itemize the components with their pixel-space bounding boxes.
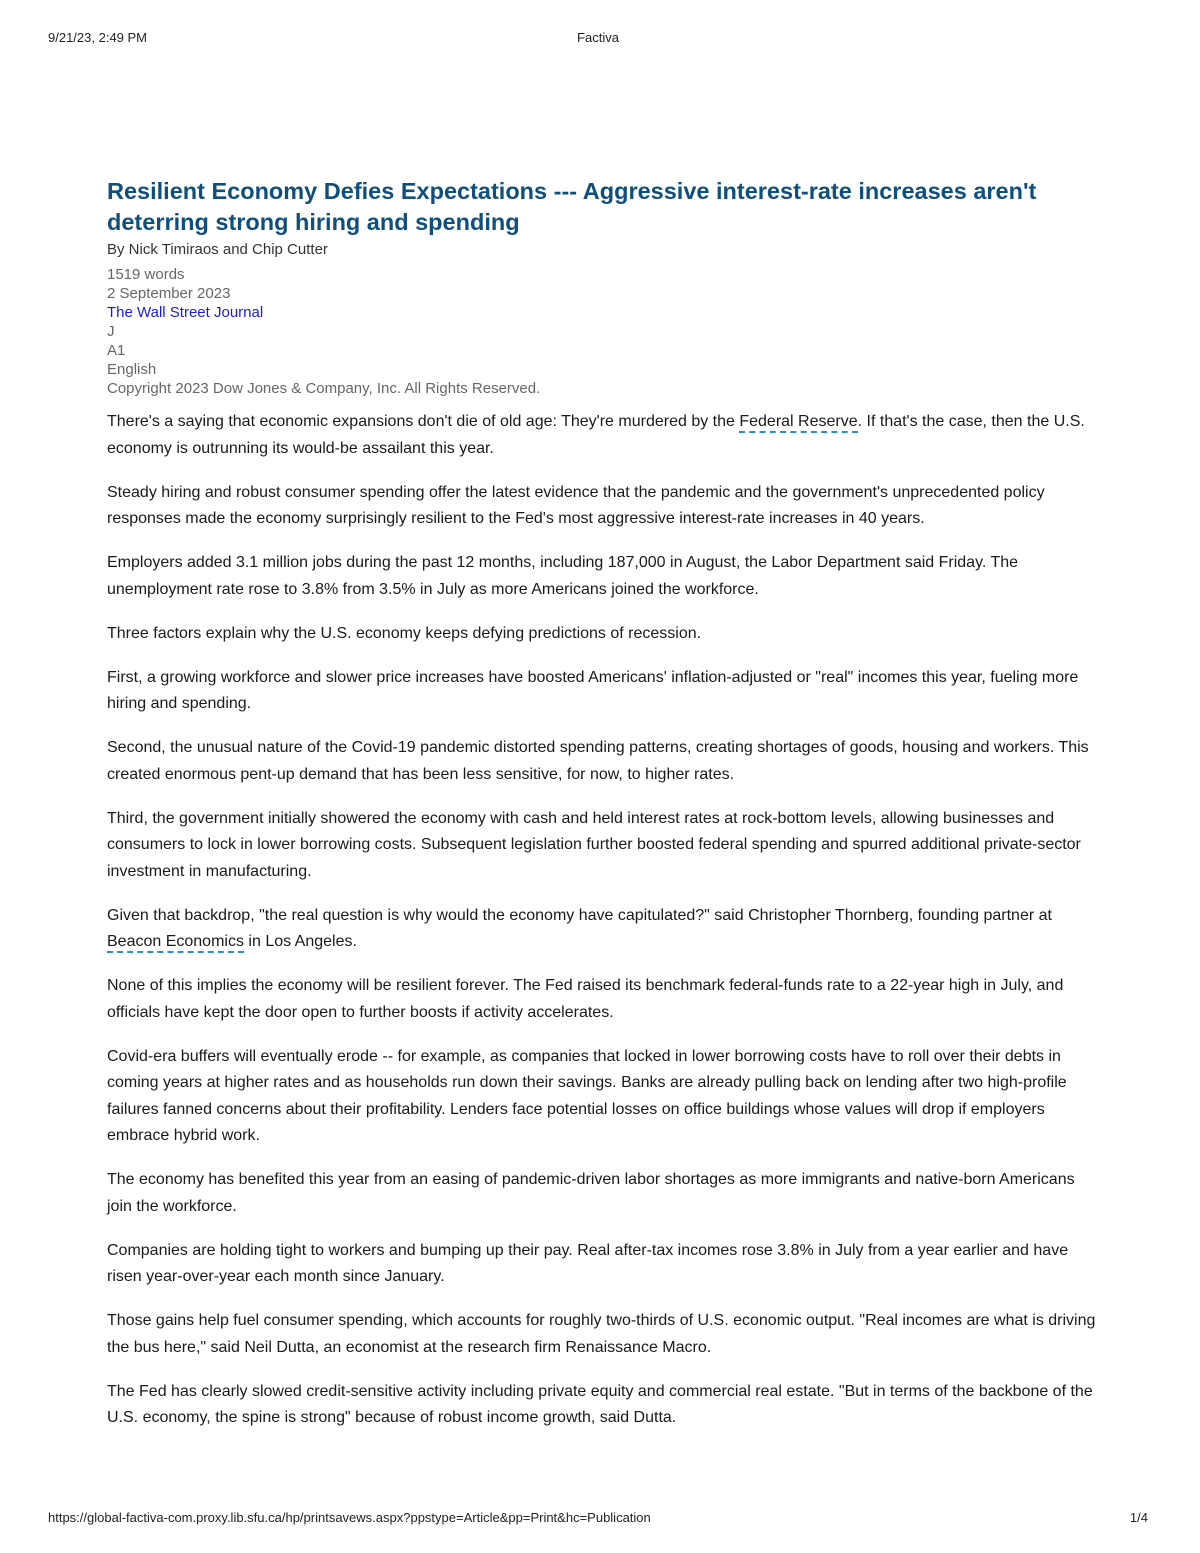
paragraph-text: There's a saying that economic expansions don't die of old age: They're murdered by the [107,413,740,430]
paragraph: First, a growing workforce and slower price increases have boosted Americans' inflation-adjusted or "real" incomes this year, fueling more hiring and spending. [107,668,1079,712]
word-count: 1519 words [107,266,185,283]
paragraph: Covid-era buffers will eventually erode -- for example, as companies that locked in lower borrowing costs have to roll over their debts in coming years at higher rates and as households run down their savings. Banks are already pulling back on lending after two high-profile failures fanned concerns about their profitability. Lenders face potential losses on office buildings whose values will drop if employers embrace hybrid work. [107,1047,1067,1144]
source-code: J [107,323,115,340]
paragraph: Companies are holding tight to workers and bumping up their pay. Real after-tax incomes rose 3.8% in July from a year earlier and have risen year-over-year each month since January. [107,1241,1069,1285]
paragraph: The Fed has clearly slowed credit-sensitive activity including private equity and commercial real estate. "But in terms of the backbone of the U.S. economy, the spine is strong" because of robust income growth, said Dutta. [107,1382,1093,1426]
paragraph: Those gains help fuel consumer spending, which accounts for roughly two-thirds of U.S. economic output. "Real incomes are what is driving the bus here," said Neil Dutta, an economist at the research firm Renaissance Macro. [107,1312,1096,1356]
print-date-time: 9/21/23, 2:49 PM [48,30,148,45]
copyright: Copyright 2023 Dow Jones & Company, Inc. All Rights Reserved. [107,380,541,397]
paragraph: Third, the government initially showered the economy with cash and held interest rates at rock-bottom levels, allowing businesses and consumers to lock in lower borrowing costs. Subsequent legislation further boosted federal spending and spurred additional private-sector investment in manufacturing. [107,809,1081,880]
entity-link-beacon-economics[interactable]: Beacon Economics [107,933,244,953]
source-link[interactable]: The Wall Street Journal [107,304,264,321]
print-footer [48,1510,1148,1528]
paragraph: Employers added 3.1 million jobs during the past 12 months, including 187,000 in August, the Labor Department said Friday. The unemployment rate rose to 3.8% from 3.5% in July as more Americans joined the workforce. [107,554,1019,598]
paragraph: Second, the unusual nature of the Covid-19 pandemic distorted spending patterns, creating shortages of goods, housing and workers. This created enormous pent-up demand that has been less sensitive, for now, to higher rates. [107,739,1089,783]
paragraph-text: in Los Angeles. [243,933,357,950]
article-body [107,409,1097,1432]
page-indicator: 1/4 [1129,1510,1148,1525]
paragraph-text: Given that backdrop, "the real question is why would the economy have capitulated?" said Christopher Thornberg, founding partner at [107,906,1052,924]
paragraph [107,903,1097,956]
article-meta [107,265,1097,398]
paragraph: Steady hiring and robust consumer spending offer the latest evidence that the pandemic and the government's unprecedented policy responses made the economy surprisingly resilient to the Fed's most aggressive interest-rate increases in 40 years. [107,483,1045,527]
paragraph [107,409,1097,462]
paragraph: Three factors explain why the U.S. economy keeps defying predictions of recession. [107,624,702,642]
print-header [48,30,1148,48]
article [107,176,1097,1449]
print-url: https://global-factiva-com.proxy.lib.sfu.ca/hp/printsavews.aspx?ppstype=Article&pp=Print&hc=Publication [48,1510,651,1525]
language: English [107,361,157,378]
article-byline: By Nick Timiraos and Chip Cutter [107,241,328,258]
paragraph: The economy has benefited this year from an easing of pandemic-driven labor shortages as more immigrants and native-born Americans join the workforce. [107,1171,1075,1215]
print-site-title: Factiva [577,30,619,45]
paragraph: None of this implies the economy will be resilient forever. The Fed raised its benchmark federal-funds rate to a 22-year high in July, and officials have kept the door open to further boosts if activity accelerates. [107,977,1064,1021]
publish-date: 2 September 2023 [107,285,231,302]
article-headline: Resilient Economy Defies Expectations --- Aggressive interest-rate increases aren't deterring strong hiring and spending [107,178,1037,235]
entity-link-federal-reserve[interactable]: Federal Reserve [739,413,857,433]
section: A1 [107,342,126,359]
paragraph-text: . If that's the case, then the U.S. economy is outrunning its would-be assailant this year. [107,413,1085,457]
